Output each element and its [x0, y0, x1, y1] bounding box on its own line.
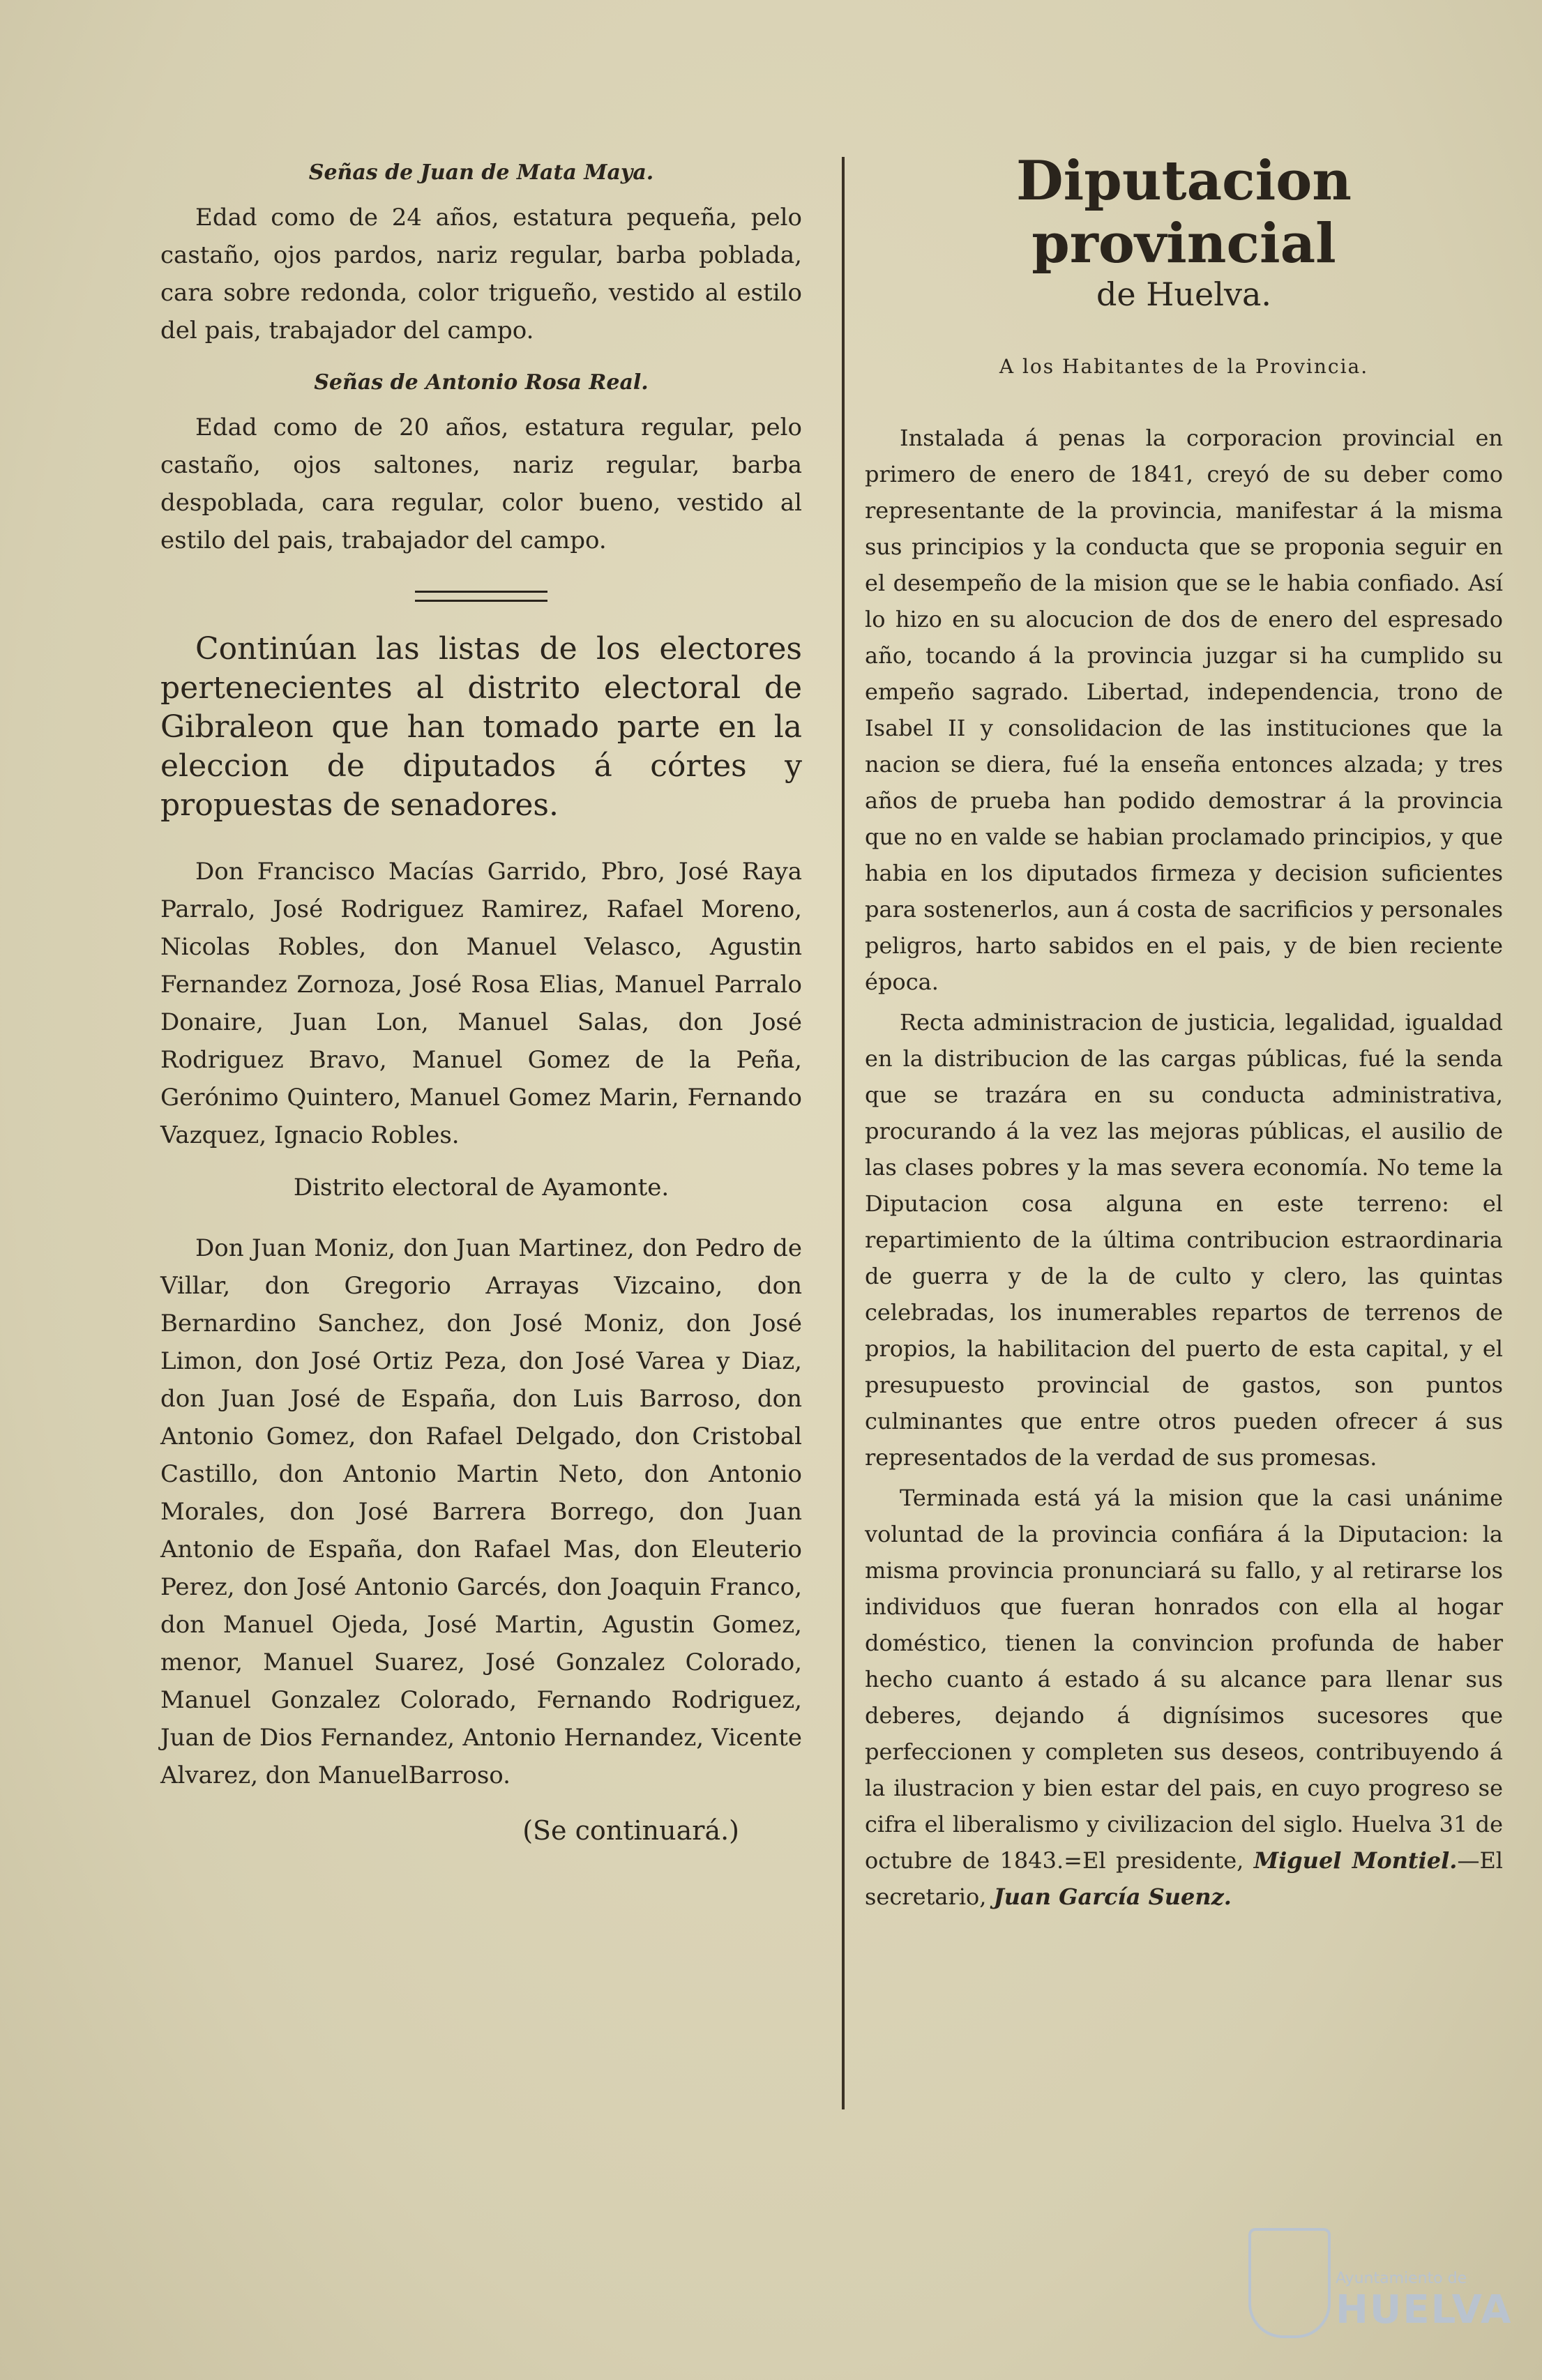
logo-small-text: Ayuntamiento de: [1336, 2270, 1467, 2287]
paragraph-3-text: Terminada está yá la mision que la casi unánime voluntad de la provincia confiára á la Diputacion: la misma provincia pronunciará su fallo, y al retirarse los individuos que fueran honrados con ella al hogar doméstico, tienen la convincion profunda de haber hecho cuanto á estado á su alcance para llenar sus deberes, dejando á dignísimos sucesores que perfeccionen y completen sus deseos, contribuyendo á la ilustracion y bien estar del pais, en cuyo progreso se cifra el liberalismo y civilizacion del siglo. Huelva 31 de octubre de 1843.=El presidente,: [865, 1485, 1503, 1874]
paragraph-2: Recta administracion de justicia, legalidad, igualdad en la distribucion de las cargas públicas, fué la senda que se trazára en su conducta administrativa, procurando á la vez las mejoras públicas, el ausilio de las clases pobres y la mas severa economía. No teme la Diputacion cosa alguna en este terreno: el repartimiento de la última contribucion estraordinaria de guerra y de la de culto y clero, las quintas celebradas, los inumerables repartos de terrenos de propios, la habilitacion del puerto de esta capital, y el presupuesto provincial de gastos, son puntos culminantes que entre otros pueden ofrecer á sus representados de la verdad de sus promesas.: [865, 1009, 1503, 1471]
logo-big-text: HUELVA: [1336, 2287, 1513, 2333]
district-subhead: Distrito electoral de Ayamonte.: [293, 1174, 670, 1202]
electors-list-gibraleon: Don Francisco Macías Garrido, Pbro, José Raya Parralo, José Rodriguez Ramirez, Rafael Moreno, Nicolas Robles, don Manuel Velasco, Agustin Fernandez Zornoza, José Rosa Elias, Manuel Parralo Donaire, Juan Lon, Manuel Salas, don José Rodriguez Bravo, Manuel Gomez de la Peña, Gerónimo Quintero, Manuel Gomez Marin, Fernando Vazquez, Ignacio Robles.: [160, 858, 802, 1149]
signature-secretary: Juan García Suenz.: [993, 1883, 1232, 1910]
right-column: [865, 150, 1503, 1919]
archive-logo: [1248, 2221, 1513, 2347]
electors-list-ayamonte: Don Juan Moniz, don Juan Martinez, don Pedro de Villar, don Gregorio Arrayas Vizcaino, don Bernardino Sanchez, don José Moniz, don José Limon, don José Ortiz Peza, don José Varea y Diaz, don Juan José de España, don Luis Barroso, don Antonio Gomez, don Rafael Delgado, don Cristobal Castillo, don Antonio Martin Neto, don Antonio Morales, don José Barrera Borrego, don Juan Antonio de España, don Rafael Mas, don Eleuterio Perez, don José Antonio Garcés, don Joaquin Franco, don Manuel Ojeda, José Martin, Agustin Gomez, menor, Manuel Suarez, José Gonzalez Colorado, Manuel Gonzalez Colorado, Fernando Rodriguez, Juan de Dios Fernandez, Antonio Hernandez, Vicente Alvarez, don ManuelBarroso.: [160, 1234, 802, 1789]
signature-separator: —El secretario,: [865, 1847, 1504, 1910]
senas-title-2: Señas de Antonio Rosa Real.: [314, 370, 649, 395]
article-title: Diputacion provincial: [1016, 149, 1352, 275]
senas-text-1: Edad como de 24 años, estatura pequeña, pelo castaño, ojos pardos, nariz regular, barba poblada, cara sobre redonda, color trigueño, vestido al estilo del pais, trabajador del campo.: [160, 204, 802, 344]
section-rule: [415, 591, 547, 602]
paragraph-3: [865, 1480, 1503, 1915]
senas-title-1: Señas de Juan de Mata Maya.: [308, 160, 654, 185]
senas-text-2: Edad como de 20 años, estatura regular, pelo castaño, ojos saltones, nariz regular, barba despoblada, cara regular, color bueno, vestido al estilo del pais, trabajador del campo.: [160, 414, 802, 554]
signature-president: Miguel Montiel.: [1253, 1847, 1458, 1874]
coat-of-arms-icon: [1248, 2228, 1331, 2338]
continued-note: (Se continuará.): [522, 1815, 739, 1846]
salutation: A los Habitantes de la Provincia.: [999, 355, 1369, 378]
paragraph-1: Instalada á penas la corporacion provincial en primero de enero de 1841, creyó de su deber como representante de la provincia, manifestar á la misma sus principios y la conducta que se proponia seguir en el desempeño de la mision que se le habia confiado. Así lo hizo en su alocucion de dos de enero del espresado año, tocando á la provincia juzgar si ha cumplido su empeño sagrado. Libertad, independencia, trono de Isabel II y consolidacion de las instituciones que la nacion se diera, fué la enseña entonces alzada; y tres años de prueba han podido demostrar á la provincia que no en valde se habian proclamado principios, y que habia en los diputados firmeza y decision suficientes para sostenerlos, aun á costa de sacrificios y personales peligros, harto sabidos en el pais, y de bien reciente época.: [865, 425, 1503, 995]
left-column: [160, 150, 802, 1846]
article-subtitle: de Huelva.: [1096, 275, 1271, 313]
electors-heading: Continúan las listas de los electores pertenecientes al distrito electoral de Gibraleon que han tomado parte en la eleccion de diputados á córtes y propuestas de senadores.: [160, 631, 802, 823]
column-divider: [842, 157, 845, 2109]
